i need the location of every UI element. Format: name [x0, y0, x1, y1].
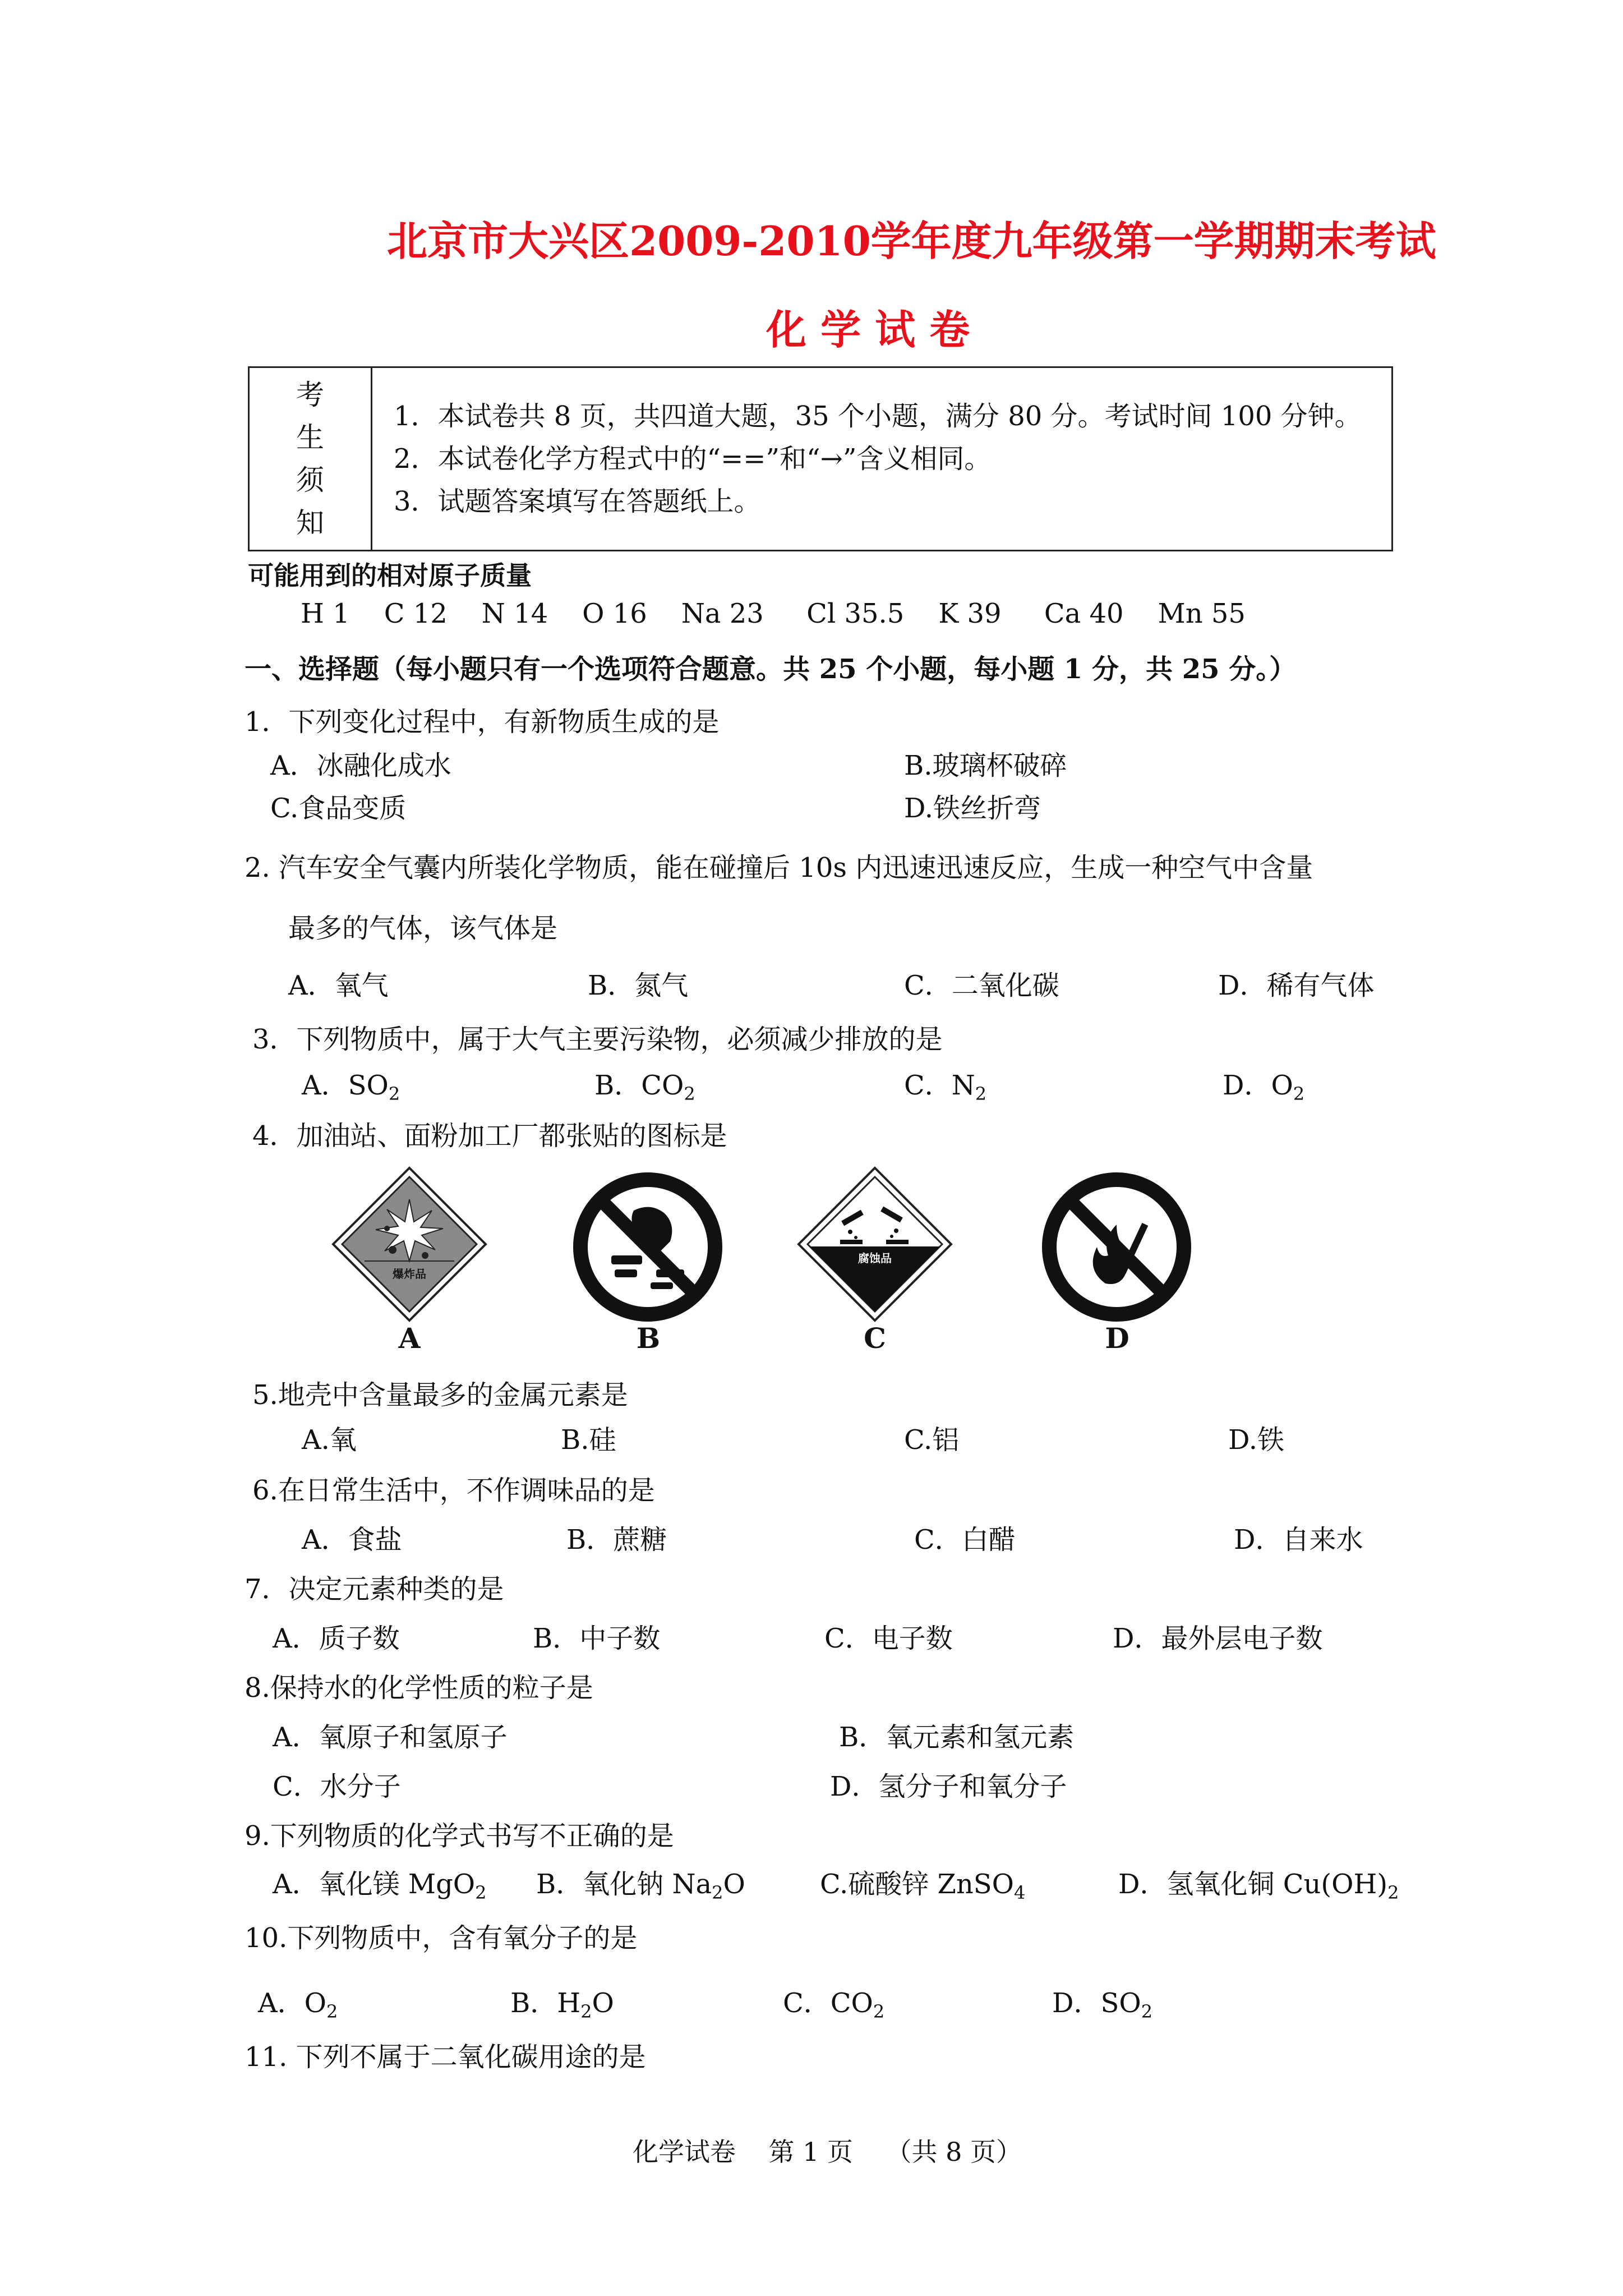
option-b: B．氮气 [588, 970, 689, 1001]
option-d [1223, 1064, 1305, 1105]
prohibition-sign-icon [572, 1171, 723, 1323]
option-d: D．最外层电子数 [1113, 1623, 1323, 1654]
option-b: B．中子数 [533, 1623, 661, 1654]
subscript: 2 [388, 1083, 400, 1105]
subscript: 4 [1014, 1882, 1026, 1903]
option-d: D．氢分子和氧分子 [830, 1771, 1067, 1802]
option-d: D.铁 [1228, 1424, 1285, 1456]
question-stem: 3．下列物质中，属于大气主要污染物，必须减少排放的是 [252, 1024, 943, 1055]
option-a-text: A．氧化镁 MgO [273, 1869, 476, 1900]
option-b-suffix: O [723, 1869, 745, 1900]
no-fire-sign-icon [1041, 1171, 1192, 1323]
question-stem: 9.下列物质的化学式书写不正确的是 [245, 1820, 674, 1852]
notice-heading-char: 考 [296, 379, 324, 411]
corrosive-sign-icon [796, 1166, 953, 1323]
option-c: C．电子数 [824, 1623, 953, 1654]
notice-heading [249, 367, 372, 551]
option-d [1118, 1862, 1399, 1901]
option-b-text: B．CO [594, 1070, 684, 1101]
option-c [820, 1862, 1025, 1901]
option-c: C．水分子 [273, 1771, 401, 1802]
option-b: B.硅 [561, 1424, 616, 1456]
option-a: A．氧原子和氢原子 [273, 1722, 508, 1753]
exam-title: 北京市大兴区2009-2010学年度九年级第一学期期末考试 [387, 217, 1436, 265]
subscript: 2 [1293, 1083, 1305, 1105]
option-c [783, 1981, 884, 2020]
subscript: 2 [326, 2001, 338, 2022]
option-b: B．蔗糖 [566, 1524, 667, 1556]
option-a-text: A．SO [302, 1070, 389, 1101]
notice-heading-char: 生 [296, 421, 324, 454]
page-footer: 化学试卷 第 1 页 （共 8 页） [633, 2137, 1022, 2167]
subscript: 2 [684, 1083, 695, 1105]
section-heading: 一、选择题（每小题只有一个选项符合题意。共 25 个小题，每小题 1 分，共 25 分。） [245, 654, 1297, 685]
option-c: C.铝 [904, 1424, 960, 1456]
question-stem: 8.保持水的化学性质的粒子是 [245, 1672, 593, 1704]
option-b: B．氧元素和氢元素 [839, 1722, 1075, 1753]
candidate-notice-table [248, 366, 1393, 551]
option-b [536, 1862, 745, 1901]
sign-label-d: D [1105, 1322, 1129, 1355]
subscript: 2 [1387, 1882, 1399, 1903]
notice-item: 3．试题答案填写在答题纸上。 [394, 486, 761, 517]
question-stem: 5.地壳中含量最多的金属元素是 [252, 1379, 628, 1411]
option-b [594, 1064, 695, 1105]
option-a: A．质子数 [273, 1623, 400, 1654]
notice-heading-char: 知 [296, 507, 324, 539]
option-c-text: C．N [904, 1070, 975, 1101]
option-a: A．冰融化成水 [270, 750, 451, 781]
option-c-text: C．CO [783, 1987, 873, 2019]
subscript: 2 [975, 1083, 987, 1105]
sign-label-a: A [398, 1322, 421, 1355]
option-d-text: D．SO [1052, 1987, 1141, 2019]
option-c [904, 1064, 987, 1105]
subscript: 2 [873, 2001, 885, 2022]
subscript: 2 [475, 1882, 487, 1903]
option-b-text: B．H [510, 1987, 581, 2019]
option-d: D．稀有气体 [1218, 970, 1375, 1001]
subscript: 2 [1141, 2001, 1153, 2022]
option-a [302, 1064, 400, 1105]
question-stem: 4．加油站、面粉加工厂都张贴的图标是 [252, 1120, 727, 1152]
option-d-text: D．O [1223, 1070, 1293, 1101]
sign-a-text: 爆炸品 [393, 1267, 426, 1281]
option-a: A.氧 [302, 1424, 357, 1456]
option-a-text: A．O [258, 1987, 327, 2019]
option-b-suffix: O [592, 1987, 614, 2019]
option-c-text: C.硫酸锌 ZnSO [820, 1869, 1015, 1900]
subscript: 2 [712, 1882, 723, 1903]
option-c: C.食品变质 [270, 793, 407, 824]
option-c: C．二氧化碳 [904, 970, 1059, 1001]
notice-items [372, 367, 1393, 551]
option-b: B.玻璃杯破碎 [904, 750, 1067, 781]
notice-item: 2．本试卷化学方程式中的“==”和“→”含义相同。 [394, 443, 992, 475]
atomic-mass-values: H 1 C 12 N 14 O 16 Na 23 Cl 35.5 K 39 Ca 40 Mn 55 [301, 598, 1246, 629]
question-stem-continued: 最多的气体，该气体是 [288, 913, 558, 944]
sign-c-text: 腐蚀品 [858, 1251, 892, 1265]
question-stem: 10.下列物质中，含有氧分子的是 [245, 1922, 638, 1954]
option-d [1052, 1981, 1152, 2020]
option-a [273, 1862, 487, 1901]
atomic-mass-heading: 可能用到的相对原子质量 [248, 560, 532, 591]
option-d: D.铁丝折弯 [904, 793, 1041, 824]
sign-label-b: B [636, 1322, 661, 1355]
question-stem: 2. 汽车安全气囊内所装化学物质，能在碰撞后 10s 内迅速迅速反应，生成一种空气中含量 [245, 852, 1313, 884]
option-a [258, 1981, 338, 2020]
exam-subtitle: 化 学 试 卷 [766, 306, 970, 353]
option-b [510, 1981, 614, 2020]
question-stem: 11. 下列不属于二氧化碳用途的是 [245, 2041, 646, 2073]
option-b-text: B．氧化钠 Na [536, 1869, 712, 1900]
question-stem: 7．决定元素种类的是 [245, 1573, 504, 1605]
question-stem: 6.在日常生活中，不作调味品的是 [252, 1475, 655, 1506]
subscript: 2 [580, 2001, 592, 2022]
explosive-sign-icon [331, 1166, 488, 1323]
option-d: D．自来水 [1234, 1524, 1363, 1556]
option-c: C．白醋 [914, 1524, 1016, 1556]
sign-label-c: C [864, 1322, 886, 1355]
question-stem: 1．下列变化过程中，有新物质生成的是 [245, 706, 720, 738]
option-a: A．食盐 [302, 1524, 402, 1556]
notice-item: 1．本试卷共 8 页，共四道大题，35 个小题，满分 80 分。考试时间 100 分钟。 [394, 401, 1362, 432]
notice-heading-char: 须 [296, 464, 324, 496]
option-a: A．氧气 [288, 970, 389, 1001]
option-d-text: D．氢氧化铜 Cu(OH) [1118, 1869, 1388, 1900]
